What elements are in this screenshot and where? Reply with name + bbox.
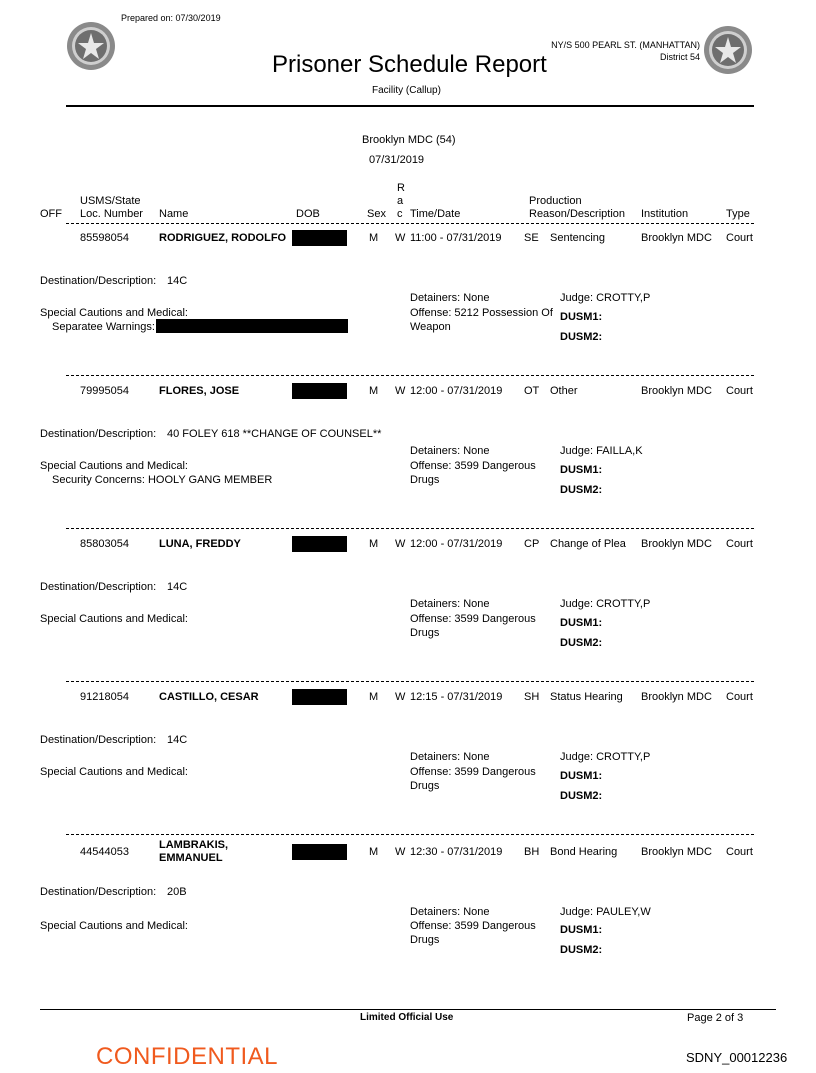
- time-date: 12:15 - 07/31/2019: [410, 691, 503, 703]
- reason-description: Change of Plea: [550, 538, 626, 550]
- reason-code: SH: [524, 691, 540, 703]
- judge: Judge: FAILLA,K: [560, 445, 643, 457]
- col-race-3: c: [397, 208, 403, 220]
- time-date: 12:00 - 07/31/2019: [410, 385, 503, 397]
- dusm1: DUSM1:: [560, 770, 603, 782]
- redaction-separatee: [156, 319, 348, 333]
- race: W: [395, 385, 406, 397]
- destination-value: 14C: [167, 734, 188, 746]
- institution: Brooklyn MDC: [641, 691, 712, 703]
- special-cautions-label: Special Cautions and Medical:: [40, 766, 188, 778]
- offense-line-2: Drugs: [410, 780, 440, 792]
- security-concerns: Security Concerns: HOOLY GANG MEMBER: [52, 474, 273, 486]
- detainers: Detainers: None: [410, 751, 490, 763]
- sex: M: [369, 846, 379, 858]
- dusm2: DUSM2:: [560, 331, 603, 343]
- bates-number: SDNY_00012236: [686, 1050, 788, 1065]
- footer-rule: [40, 1009, 776, 1010]
- prisoner-name: RODRIGUEZ, RODOLFO: [159, 232, 287, 244]
- judge: Judge: CROTTY,P: [560, 292, 651, 304]
- col-type: Type: [726, 208, 750, 220]
- offense-line-1: Offense: 3599 Dangerous: [410, 920, 536, 932]
- judge: Judge: PAULEY,W: [560, 906, 651, 918]
- col-institution: Institution: [641, 208, 689, 220]
- col-race-2: a: [397, 195, 404, 207]
- institution: Brooklyn MDC: [641, 846, 712, 858]
- col-usms-2: Loc. Number: [80, 208, 143, 220]
- col-name: Name: [159, 208, 189, 220]
- destination-value: 40 FOLEY 618 **CHANGE OF COUNSEL**: [167, 428, 382, 440]
- marshals-seal-right: [703, 25, 753, 75]
- type: Court: [726, 538, 753, 550]
- destination-label: Destination/Description:: [40, 428, 157, 440]
- col-sex: Sex: [367, 208, 386, 220]
- type: Court: [726, 846, 753, 858]
- prisoner-name-line-1: LAMBRAKIS,: [159, 839, 229, 851]
- offense-line-2: Drugs: [410, 934, 440, 946]
- destination-label: Destination/Description:: [40, 734, 157, 746]
- offense-line-2: Drugs: [410, 474, 440, 486]
- col-usms-1: USMS/State: [80, 195, 141, 207]
- type: Court: [726, 385, 753, 397]
- reason-description: Other: [550, 385, 578, 397]
- dusm2: DUSM2:: [560, 637, 603, 649]
- special-cautions-label: Special Cautions and Medical:: [40, 460, 188, 472]
- offense-line-2: Weapon: [410, 321, 451, 333]
- facility-name: Brooklyn MDC (54): [362, 134, 456, 146]
- offense-line-1: Offense: 3599 Dangerous: [410, 766, 536, 778]
- detainers: Detainers: None: [410, 445, 490, 457]
- institution: Brooklyn MDC: [641, 232, 712, 244]
- sex: M: [369, 232, 379, 244]
- marshals-seal-left: [66, 21, 116, 71]
- report-subtitle: Facility (Callup): [372, 85, 441, 96]
- race: W: [395, 232, 406, 244]
- sex: M: [369, 691, 379, 703]
- special-cautions-label: Special Cautions and Medical:: [40, 307, 188, 319]
- record-separator: [66, 834, 754, 835]
- col-race-1: R: [397, 182, 405, 194]
- redaction-dob: [292, 536, 347, 552]
- sex: M: [369, 385, 379, 397]
- col-production-1: Production: [529, 195, 582, 207]
- race: W: [395, 691, 406, 703]
- offense-line-1: Offense: 5212 Possession Of: [410, 307, 553, 319]
- loc-number: 44544053: [80, 846, 129, 858]
- reason-description: Status Hearing: [550, 691, 623, 703]
- detainers: Detainers: None: [410, 598, 490, 610]
- destination-value: 14C: [167, 275, 188, 287]
- report-title: Prisoner Schedule Report: [272, 51, 547, 78]
- time-date: 11:00 - 07/31/2019: [410, 232, 502, 244]
- col-dob: DOB: [296, 208, 320, 220]
- offense-line-2: Drugs: [410, 627, 440, 639]
- location: NY/S 500 PEARL ST. (MANHATTAN): [551, 40, 700, 50]
- loc-number: 91218054: [80, 691, 129, 703]
- redaction-dob: [292, 383, 347, 399]
- report-date: 07/31/2019: [369, 154, 425, 166]
- redaction-dob: [292, 230, 347, 246]
- detainers: Detainers: None: [410, 906, 490, 918]
- dusm2: DUSM2:: [560, 944, 603, 956]
- offense-line-1: Offense: 3599 Dangerous: [410, 613, 536, 625]
- time-date: 12:30 - 07/31/2019: [410, 846, 503, 858]
- destination-value: 20B: [167, 886, 187, 898]
- dusm2: DUSM2:: [560, 484, 603, 496]
- race: W: [395, 538, 406, 550]
- institution: Brooklyn MDC: [641, 538, 712, 550]
- judge: Judge: CROTTY,P: [560, 598, 651, 610]
- prepared-on: Prepared on: 07/30/2019: [121, 13, 221, 23]
- reason-code: CP: [524, 538, 540, 550]
- limited-official-use: Limited Official Use: [360, 1012, 454, 1023]
- institution: Brooklyn MDC: [641, 385, 712, 397]
- sex: M: [369, 538, 379, 550]
- prisoner-name: FLORES, JOSE: [159, 385, 240, 397]
- col-off: OFF: [40, 208, 62, 220]
- reason-code: OT: [524, 385, 540, 397]
- loc-number: 79995054: [80, 385, 129, 397]
- destination-label: Destination/Description:: [40, 886, 157, 898]
- special-cautions-label: Special Cautions and Medical:: [40, 613, 188, 625]
- race: W: [395, 846, 406, 858]
- record-separator: [66, 528, 754, 529]
- col-production-2: Reason/Description: [529, 208, 625, 220]
- offense-line-1: Offense: 3599 Dangerous: [410, 460, 536, 472]
- destination-label: Destination/Description:: [40, 581, 157, 593]
- time-date: 12:00 - 07/31/2019: [410, 538, 503, 550]
- dusm1: DUSM1:: [560, 617, 603, 629]
- loc-number: 85598054: [80, 232, 129, 244]
- header-dash-rule: [66, 223, 754, 224]
- type: Court: [726, 691, 753, 703]
- redaction-dob: [292, 844, 347, 860]
- header-rule: [66, 105, 754, 107]
- loc-number: 85803054: [80, 538, 129, 550]
- dusm1: DUSM1:: [560, 311, 603, 323]
- record-separator: [66, 681, 754, 682]
- judge: Judge: CROTTY,P: [560, 751, 651, 763]
- reason-code: BH: [524, 846, 540, 858]
- type: Court: [726, 232, 753, 244]
- destination-value: 14C: [167, 581, 188, 593]
- special-cautions-label: Special Cautions and Medical:: [40, 920, 188, 932]
- destination-label: Destination/Description:: [40, 275, 157, 287]
- prisoner-name: LUNA, FREDDY: [159, 538, 241, 550]
- reason-description: Sentencing: [550, 232, 606, 244]
- redaction-dob: [292, 689, 347, 705]
- dusm1: DUSM1:: [560, 924, 603, 936]
- confidential-stamp: CONFIDENTIAL: [96, 1043, 279, 1070]
- reason-code: SE: [524, 232, 539, 244]
- page-number: Page 2 of 3: [687, 1012, 744, 1024]
- col-time: Time/Date: [410, 208, 461, 220]
- reason-description: Bond Hearing: [550, 846, 618, 858]
- prisoner-name-line-2: EMMANUEL: [159, 852, 223, 864]
- record-separator: [66, 375, 754, 376]
- detainers: Detainers: None: [410, 292, 490, 304]
- dusm2: DUSM2:: [560, 790, 603, 802]
- district: District 54: [659, 52, 700, 62]
- separatee-warnings: Separatee Warnings:: [52, 321, 155, 333]
- dusm1: DUSM1:: [560, 464, 603, 476]
- prisoner-name: CASTILLO, CESAR: [159, 691, 259, 703]
